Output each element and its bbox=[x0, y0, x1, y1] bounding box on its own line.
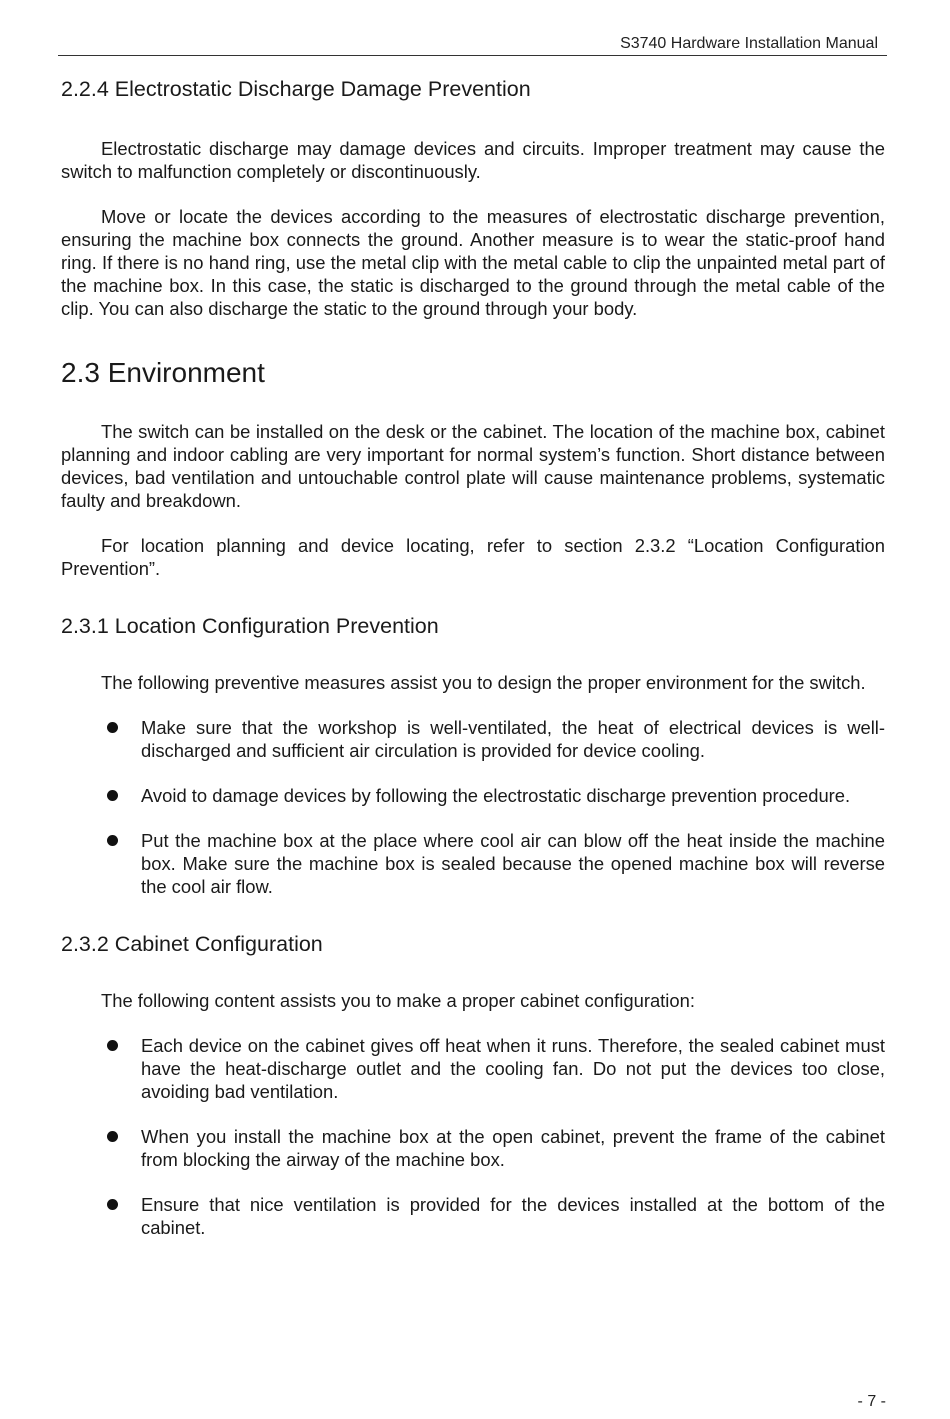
list-item bbox=[61, 1125, 885, 1171]
list-item bbox=[61, 1034, 885, 1103]
section-heading-2-3: 2.3 Environment bbox=[61, 357, 265, 388]
page-number: - 7 - bbox=[857, 1393, 886, 1410]
list-item-text: When you install the machine box at the open cabinet, prevent the frame of the cabinet from blocking the airway of the machine box. bbox=[141, 1126, 885, 1170]
list-item-text: Put the machine box at the place where cool air can blow off the heat inside the machine box. Make sure the machine box is sealed because the opened machine box will reverse the cool air flow. bbox=[141, 830, 885, 897]
paragraph: The following preventive measures assist you to design the proper environment for the switch. bbox=[101, 672, 866, 693]
section-heading-2-2-4: 2.2.4 Electrostatic Discharge Damage Prevention bbox=[61, 77, 531, 101]
paragraph: The following content assists you to make a proper cabinet configuration: bbox=[101, 990, 695, 1011]
section-heading-2-3-1: 2.3.1 Location Configuration Prevention bbox=[61, 614, 439, 638]
bullet-list bbox=[61, 716, 885, 898]
list-item-text: Make sure that the workshop is well-ventilated, the heat of electrical devices is well-discharged and sufficient air circulation is provided for device cooling. bbox=[141, 717, 885, 761]
bullet-icon bbox=[107, 1040, 118, 1051]
list-item-text: Each device on the cabinet gives off heat when it runs. Therefore, the sealed cabinet must have the heat-discharge outlet and the cooling fan. Do not put the devices too close, avoiding bad ventilation. bbox=[141, 1035, 885, 1102]
header-title: S3740 Hardware Installation Manual bbox=[620, 35, 878, 52]
bullet-icon bbox=[107, 1131, 118, 1142]
paragraph: Electrostatic discharge may damage devices and circuits. Improper treatment may cause the switch to malfunction completely or discontinuously. bbox=[61, 138, 885, 182]
header-divider bbox=[58, 55, 887, 56]
paragraph: For location planning and device locating, refer to section 2.3.2 “Location Configuration Prevention”. bbox=[61, 535, 885, 579]
list-item-text: Avoid to damage devices by following the electrostatic discharge prevention procedure. bbox=[141, 785, 851, 806]
paragraph: Move or locate the devices according to the measures of electrostatic discharge prevention, ensuring the machine box connects the ground. Another measure is to wear the static-proof hand ring. If there is no hand ring, use the metal clip with the metal cable to clip the unpainted metal part of the machine box. In this case, the static is discharged to the ground through the metal cable of the clip. You can also discharge the static to the ground through your body. bbox=[61, 206, 885, 319]
list-item bbox=[61, 784, 885, 807]
list-item bbox=[61, 829, 885, 898]
bullet-icon bbox=[107, 835, 118, 846]
list-item bbox=[61, 716, 885, 762]
bullet-icon bbox=[107, 790, 118, 801]
section-heading-2-3-2: 2.3.2 Cabinet Configuration bbox=[61, 932, 323, 956]
paragraph: The switch can be installed on the desk or the cabinet. The location of the machine box, cabinet planning and indoor cabling are very important for normal system’s function. Short distance between devices, bad ventilation and untouchable control plate will cause maintenance problems, systematic faulty and breakdown. bbox=[61, 421, 885, 511]
list-item-text: Ensure that nice ventilation is provided for the devices installed at the bottom of the cabinet. bbox=[141, 1194, 885, 1238]
bullet-list bbox=[61, 1034, 885, 1239]
page-body bbox=[61, 74, 885, 1239]
list-item bbox=[61, 1193, 885, 1239]
bullet-icon bbox=[107, 1199, 118, 1210]
bullet-icon bbox=[107, 722, 118, 733]
